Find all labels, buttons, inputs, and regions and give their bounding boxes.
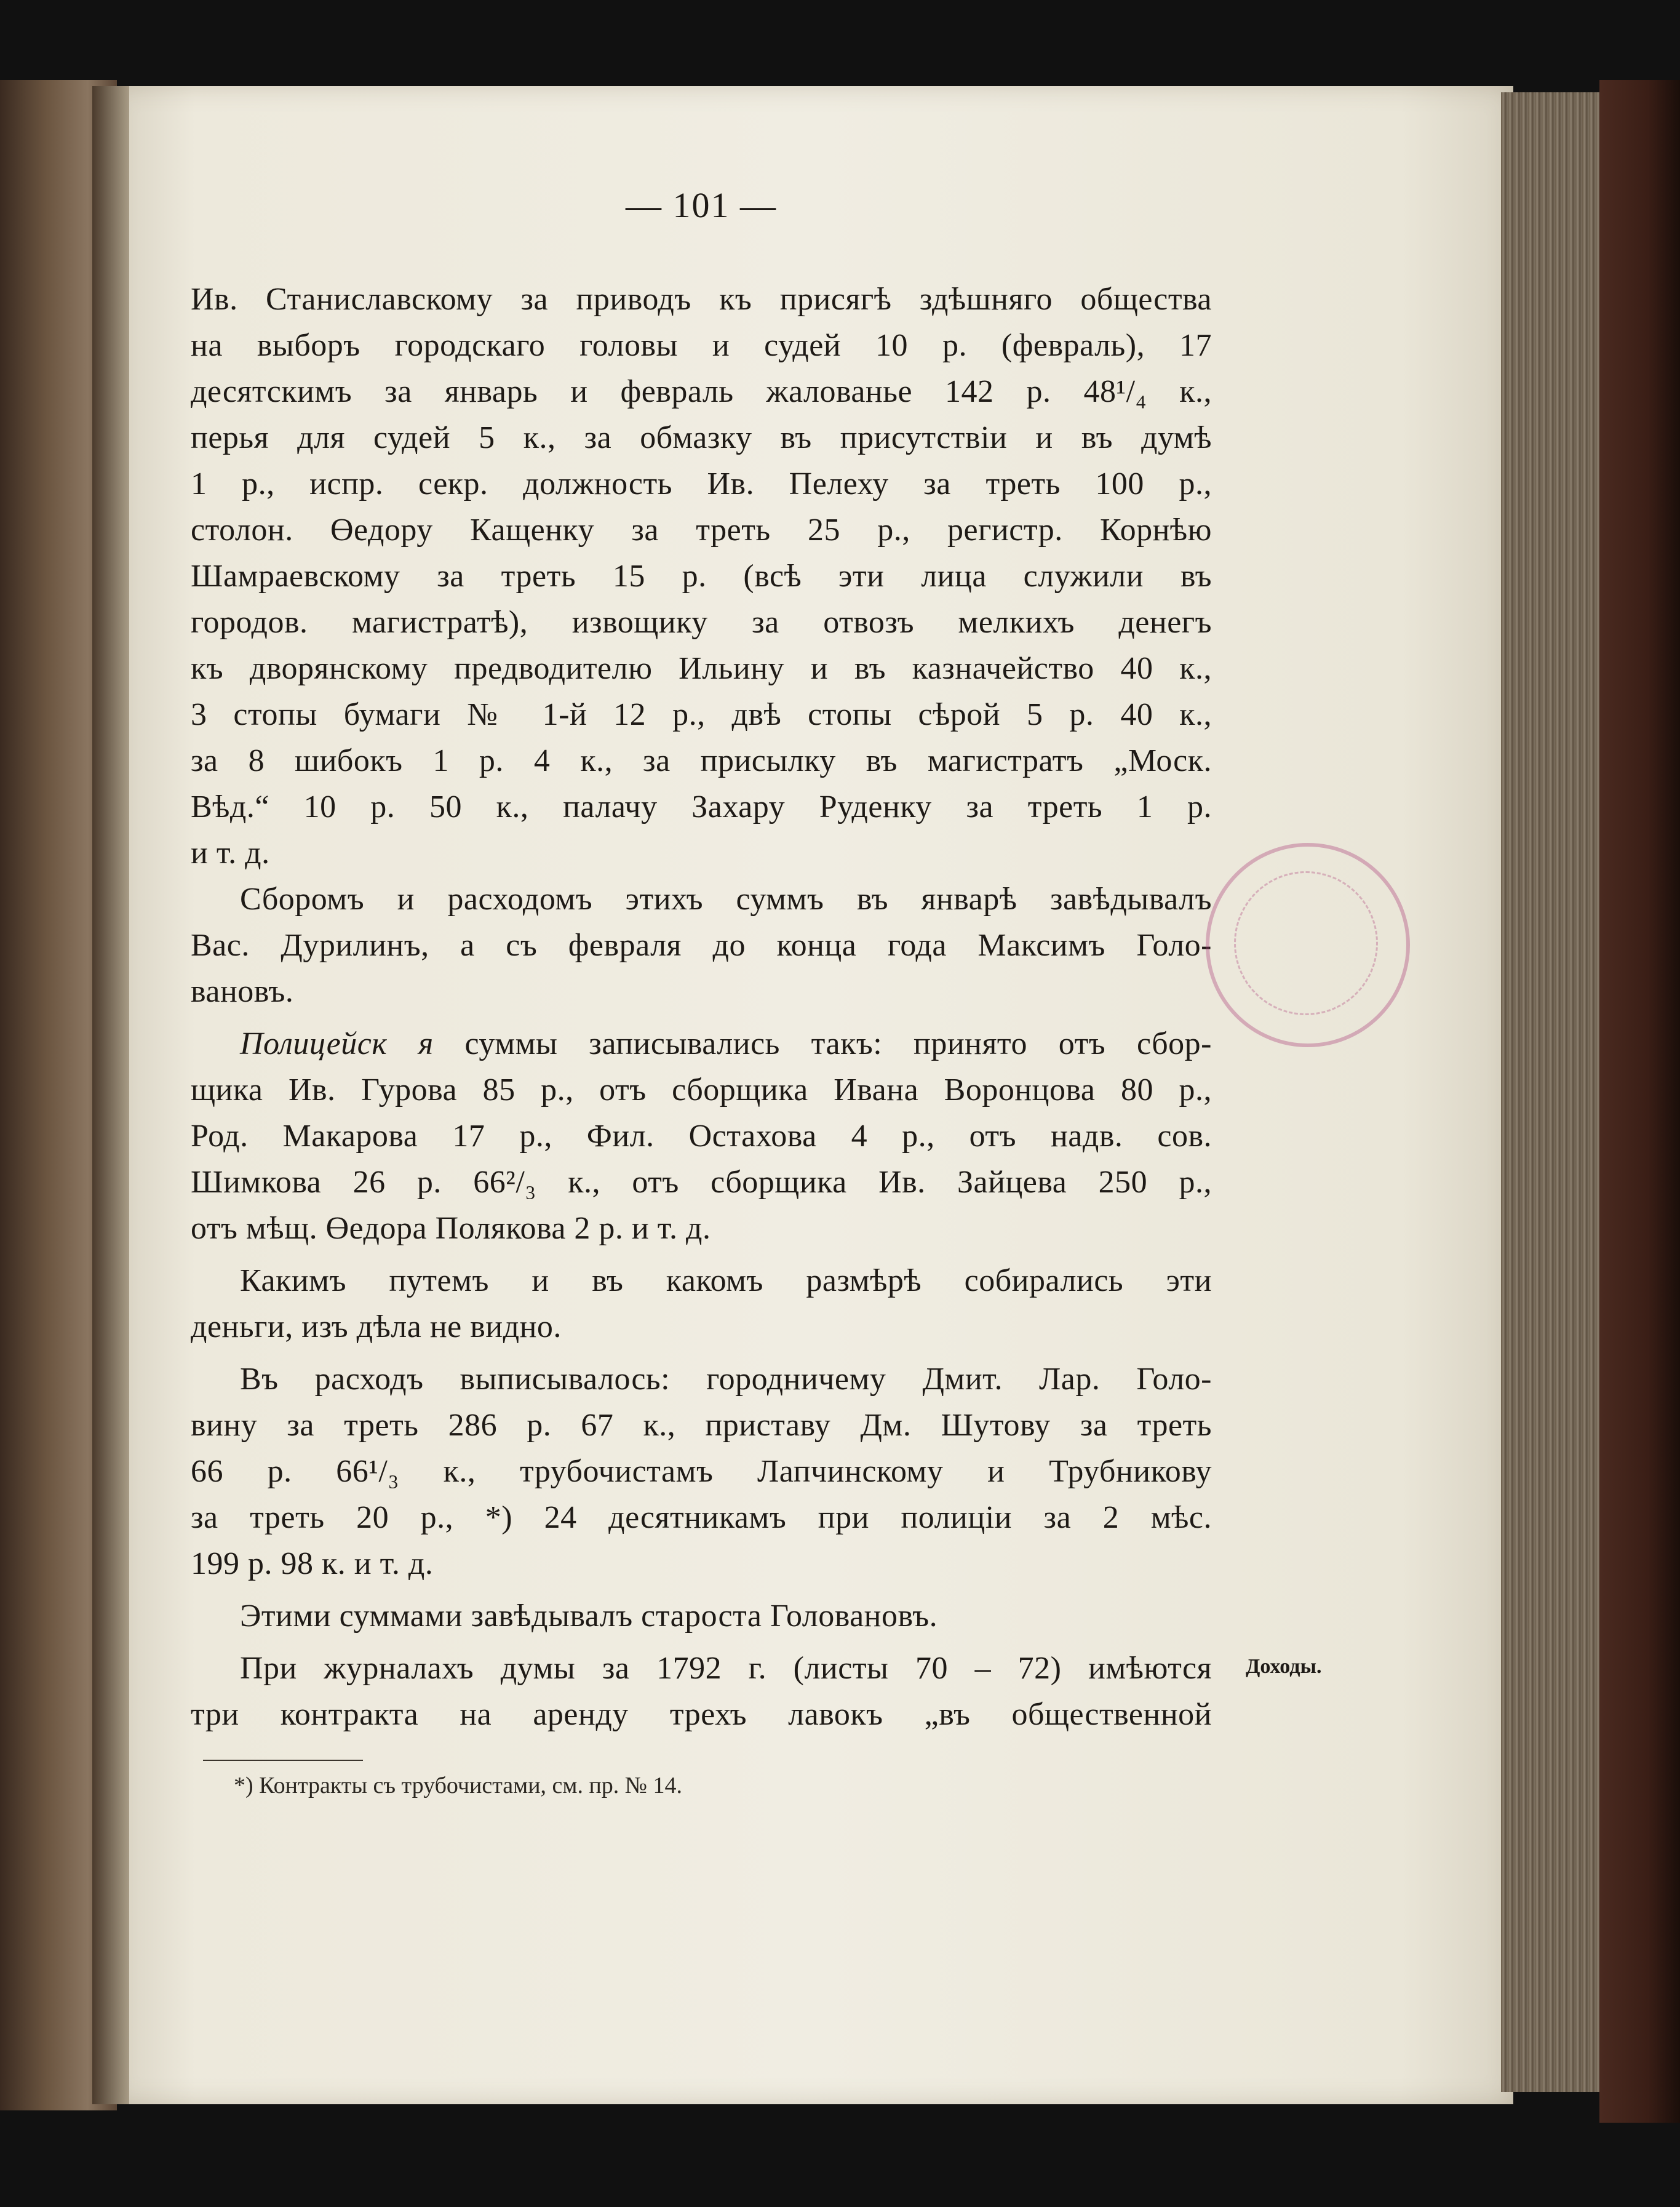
text-line: 66 р. 66¹/₃ к., трубочистамъ Лапчинскому и Трубникову: [191, 1454, 1212, 1489]
text-line: Какимъ путемъ и въ какомъ размѣрѣ собирались эти: [240, 1263, 1212, 1298]
text-line-rest: суммы записывались такъ: принято отъ сбор-: [464, 1026, 1212, 1061]
library-stamp: [1206, 843, 1410, 1047]
text-line: за треть 20 р., *) 24 десятникамъ при полиціи за 2 мѣс.: [191, 1500, 1212, 1535]
text-line: щика Ив. Гурова 85 р., отъ сборщика Ивана Воронцова 80 р.,: [191, 1072, 1212, 1107]
text-line: Шимкова 26 р. 66²/₃ к., отъ сборщика Ив. Зайцева 250 р.,: [191, 1165, 1212, 1200]
text-line: 3 стопы бумаги № 1-й 12 р., двѣ стопы сѣрой 5 р. 40 к.,: [191, 697, 1212, 732]
footnote-divider: [203, 1760, 363, 1761]
text-line: столон. Өедору Кащенку за треть 25 р., регистр. Корнѣю: [191, 513, 1212, 548]
text-line: отъ мѣщ. Өедора Полякова 2 р. и т. д.: [191, 1211, 711, 1246]
text-line: на выборъ городскаго головы и судей 10 р. (февраль), 17: [191, 328, 1212, 363]
text-line: и т. д.: [191, 836, 270, 871]
text-line: къ дворянскому предводителю Ильину и въ казначейство 40 к.,: [191, 651, 1212, 686]
text-line: Въ расходъ выписывалось: городничему Дмит. Лар. Голо-: [240, 1362, 1212, 1397]
text-line: Род. Макарова 17 р., Фил. Остахова 4 р., отъ надв. сов.: [191, 1119, 1212, 1154]
text-line: 199 р. 98 к. и т. д.: [191, 1546, 434, 1581]
text-line: вановъ.: [191, 974, 294, 1009]
text-line: Сборомъ и расходомъ этихъ суммъ въ январѣ завѣдывалъ: [240, 882, 1212, 917]
text-line: перья для судей 5 к., за обмазку въ присутствіи и въ думѣ: [191, 420, 1212, 455]
text-line: за 8 шибокъ 1 р. 4 к., за присылку въ магистратъ „Моск.: [191, 743, 1212, 778]
text-line: три контракта на аренду трехъ лавокъ „въ общественной: [191, 1697, 1212, 1732]
text-line: Этими суммами завѣдывалъ староста Головановъ.: [240, 1598, 938, 1634]
margin-note: Доходы.: [1246, 1655, 1322, 1678]
text-line: [191, 1021, 1212, 1067]
book-gutter: [92, 86, 129, 2104]
book-cover-right: [1599, 80, 1680, 2123]
italic-heading: Полицейск я: [240, 1026, 434, 1061]
page-number: — 101 —: [626, 185, 777, 225]
page-edges: [1501, 92, 1606, 2092]
text-line: При журналахъ думы за 1792 г. (листы 70 – 72) имѣются: [240, 1651, 1212, 1686]
text-line: городов. магистратѣ), извощику за отвозъ мелкихъ денегъ: [191, 605, 1212, 640]
text-line: десятскимъ за январь и февраль жалованье 142 р. 48¹/₄ к.,: [191, 374, 1212, 409]
text-line: Вас. Дурилинъ, а съ февраля до конца года Максимъ Голо-: [191, 928, 1212, 963]
footnote: *) Контракты съ трубочистами, см. пр. № 14.: [234, 1773, 683, 1798]
text-line: Ив. Станиславскому за приводъ къ присягѣ здѣшняго общества: [191, 282, 1212, 317]
text-line: Вѣд.“ 10 р. 50 к., палачу Захару Руденку за треть 1 р.: [191, 789, 1212, 824]
text-line: Шамраевскому за треть 15 р. (всѣ эти лица служили въ: [191, 559, 1212, 594]
text-line: деньги, изъ дѣла не видно.: [191, 1309, 562, 1344]
text-line: 1 р., испр. секр. должность Ив. Пелеху за треть 100 р.,: [191, 466, 1212, 501]
text-line: вину за треть 286 р. 67 к., приставу Дм. Шутову за треть: [191, 1408, 1212, 1443]
